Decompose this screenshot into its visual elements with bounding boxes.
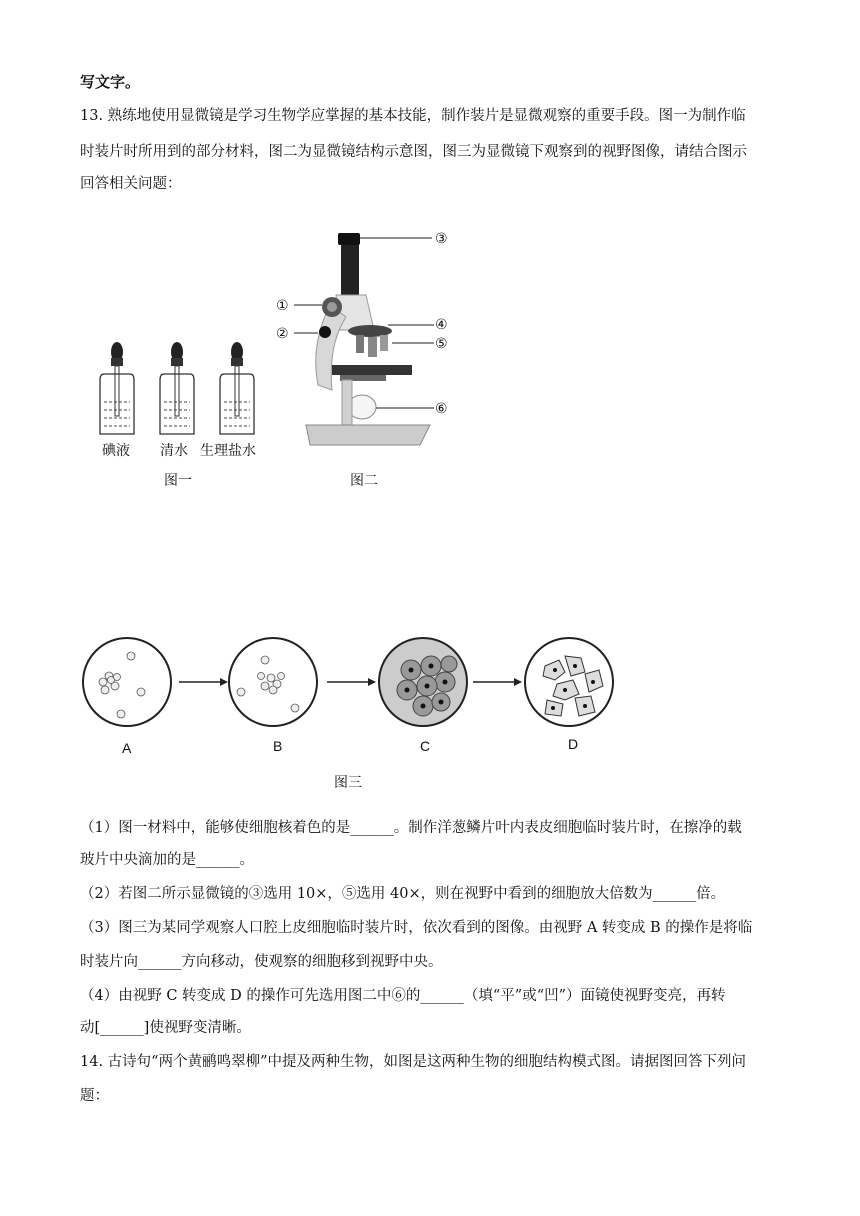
bottle-water xyxy=(160,342,194,434)
view-a xyxy=(83,638,171,726)
view-label-a: A xyxy=(122,740,132,756)
q13-part3-line2: 时装片向______方向移动，使观察的细胞移到视野中央。 xyxy=(80,954,443,970)
bottle-label-saline: 生理盐水 xyxy=(200,442,256,458)
marker-4-nosepiece: ④ xyxy=(435,316,448,332)
view-label-c: C xyxy=(420,738,431,754)
view-label-b: B xyxy=(273,738,283,754)
q13-part1-line2: 玻片中央滴加的是______。 xyxy=(80,852,254,868)
q13-intro-line3: 回答相关问题： xyxy=(80,176,182,192)
marker-2-fine-focus: ② xyxy=(276,325,289,341)
q13-intro-line2: 时装片时所用到的部分材料，图二为显微镜结构示意图，图三为显微镜下观察到的视野图像，请结合图示 xyxy=(80,144,747,160)
view-c xyxy=(379,638,467,726)
q13-part4-line2: 动[______]使视野变清晰。 xyxy=(80,1020,251,1036)
view-d xyxy=(525,638,613,726)
marker-6-mirror: ⑥ xyxy=(435,400,448,416)
bottle-iodine xyxy=(100,342,134,434)
figure-3-caption: 图三 xyxy=(334,775,362,791)
figure-2-caption: 图二 xyxy=(350,473,378,489)
q14-line2: 题： xyxy=(80,1088,109,1104)
view-label-d: D xyxy=(568,736,579,752)
q13-part1-line1: （1）图一材料中，能够使细胞核着色的是______。制作洋葱鳞片叶内表皮细胞临时装片时，在擦净的载 xyxy=(80,820,742,836)
bottle-label-iodine: 碘液 xyxy=(102,442,130,458)
section-heading: 写文字。 xyxy=(80,73,141,91)
q13-part2: （2）若图二所示显微镜的③选用 10×，⑤选用 40×，则在视野中看到的细胞放大倍数为______倍。 xyxy=(80,886,726,902)
q13-part4-line1: （4）由视野 C 转变成 D 的操作可先选用图二中⑥的______（填“平”或“凹”）面镜使视野变亮，再转 xyxy=(80,988,726,1004)
marker-1-coarse-focus: ① xyxy=(276,297,289,313)
figure-1-caption: 图一 xyxy=(164,473,192,489)
figure-1-bottles xyxy=(92,340,272,440)
marker-5-objective: ⑤ xyxy=(435,335,448,351)
q13-part3-line1: （3）图三为某同学观察人口腔上皮细胞临时装片时，依次看到的图像。由视野 A 转变成 B 的操作是将临 xyxy=(80,920,753,936)
view-b xyxy=(229,638,317,726)
bottle-saline xyxy=(220,342,254,434)
q14-line1: 14. 古诗句“两个黄鹂鸣翠柳”中提及两种生物，如图是这两种生物的细胞结构模式图。请据图回答下列问 xyxy=(80,1054,746,1070)
marker-3-eyepiece: ③ xyxy=(435,230,448,246)
q13-intro-line1: 13. 熟练地使用显微镜是学习生物学应掌握的基本技能，制作装片是显微观察的重要手段。图一为制作临 xyxy=(80,108,746,124)
bottle-label-water: 清水 xyxy=(160,442,188,458)
figure-3-views xyxy=(75,630,620,740)
